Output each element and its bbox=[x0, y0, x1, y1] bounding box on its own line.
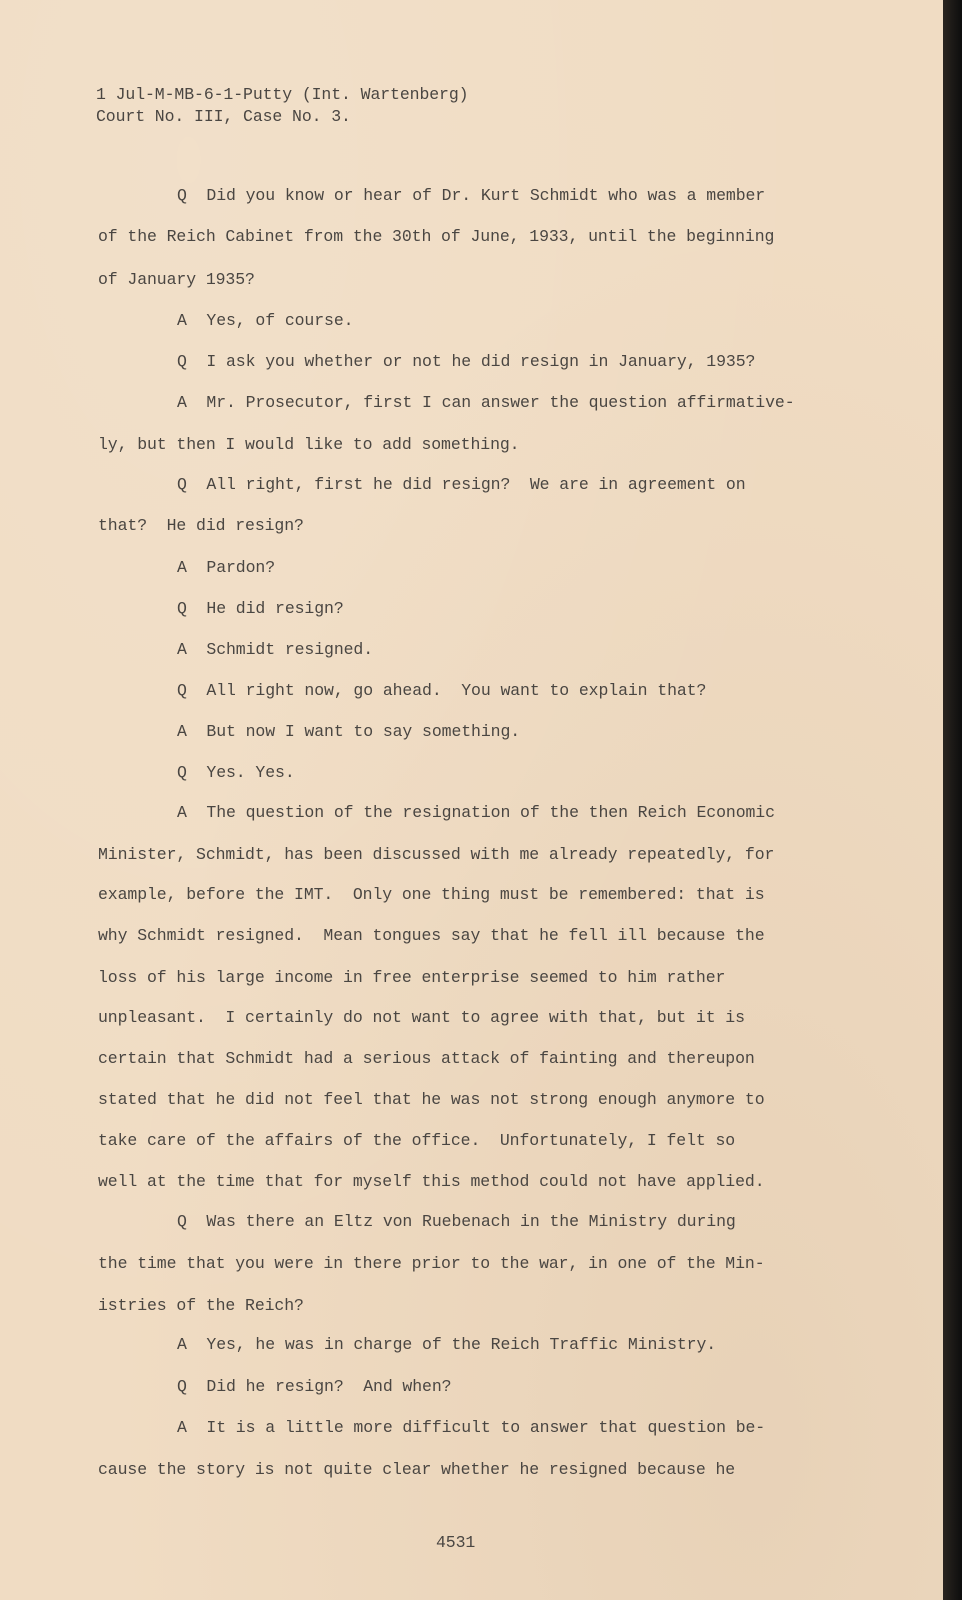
transcript-line: unpleasant. I certainly do not want to agree with that, but it is bbox=[98, 1008, 745, 1027]
transcript-line: istries of the Reich? bbox=[98, 1296, 304, 1315]
page-number: 4531 bbox=[436, 1533, 476, 1552]
transcript-line: A But now I want to say something. bbox=[177, 722, 521, 741]
transcript-line: stated that he did not feel that he was not strong enough anymore to bbox=[98, 1090, 765, 1109]
transcript-line: A Yes, he was in charge of the Reich Traffic Ministry. bbox=[177, 1335, 717, 1354]
transcript-line: that? He did resign? bbox=[98, 516, 304, 535]
document-header bbox=[96, 84, 468, 128]
transcript-line: Q He did resign? bbox=[177, 599, 344, 618]
transcript-line: Q All right, first he did resign? We are in agreement on bbox=[177, 475, 746, 494]
transcript-line: example, before the IMT. Only one thing must be remembered: that is bbox=[98, 885, 765, 904]
transcript-line: Q Did you know or hear of Dr. Kurt Schmidt who was a member bbox=[177, 186, 766, 205]
transcript-line: Q I ask you whether or not he did resign in January, 1935? bbox=[177, 352, 756, 371]
transcript-line: Q Did he resign? And when? bbox=[177, 1377, 452, 1396]
scan-edge bbox=[943, 0, 962, 1600]
transcript-line: A Schmidt resigned. bbox=[177, 640, 374, 659]
header-line-1: 1 Jul-M-MB-6-1-Putty (Int. Wartenberg) bbox=[96, 85, 469, 104]
transcript-line: Q Was there an Eltz von Ruebenach in the Ministry during bbox=[177, 1212, 736, 1231]
transcript-line: why Schmidt resigned. Mean tongues say that he fell ill because the bbox=[98, 926, 765, 945]
transcript-line: A Mr. Prosecutor, first I can answer the question affirmative- bbox=[177, 393, 795, 412]
transcript-line: A Yes, of course. bbox=[177, 311, 354, 330]
transcript-line: A It is a little more difficult to answer that question be- bbox=[177, 1418, 766, 1437]
transcript-line: Minister, Schmidt, has been discussed with me already repeatedly, for bbox=[98, 845, 775, 864]
transcript-line: certain that Schmidt had a serious attack of fainting and thereupon bbox=[98, 1049, 755, 1068]
transcript-line: of January 1935? bbox=[98, 270, 255, 289]
transcript-line: Q All right now, go ahead. You want to explain that? bbox=[177, 681, 707, 700]
transcript-line: of the Reich Cabinet from the 30th of June, 1933, until the beginning bbox=[98, 227, 775, 246]
transcript-line: A The question of the resignation of the then Reich Economic bbox=[177, 803, 775, 822]
transcript-line: take care of the affairs of the office. Unfortunately, I felt so bbox=[98, 1131, 736, 1150]
transcript-line: well at the time that for myself this method could not have applied. bbox=[98, 1172, 765, 1191]
transcript-line: ly, but then I would like to add something. bbox=[98, 435, 520, 454]
transcript-line: loss of his large income in free enterprise seemed to him rather bbox=[98, 968, 726, 987]
transcript-line: cause the story is not quite clear whether he resigned because he bbox=[98, 1460, 736, 1479]
transcript-line: A Pardon? bbox=[177, 558, 276, 577]
transcript-line: Q Yes. Yes. bbox=[177, 763, 295, 782]
header-line-2: Court No. III, Case No. 3. bbox=[96, 107, 351, 126]
transcript-line: the time that you were in there prior to the war, in one of the Min- bbox=[98, 1254, 765, 1273]
